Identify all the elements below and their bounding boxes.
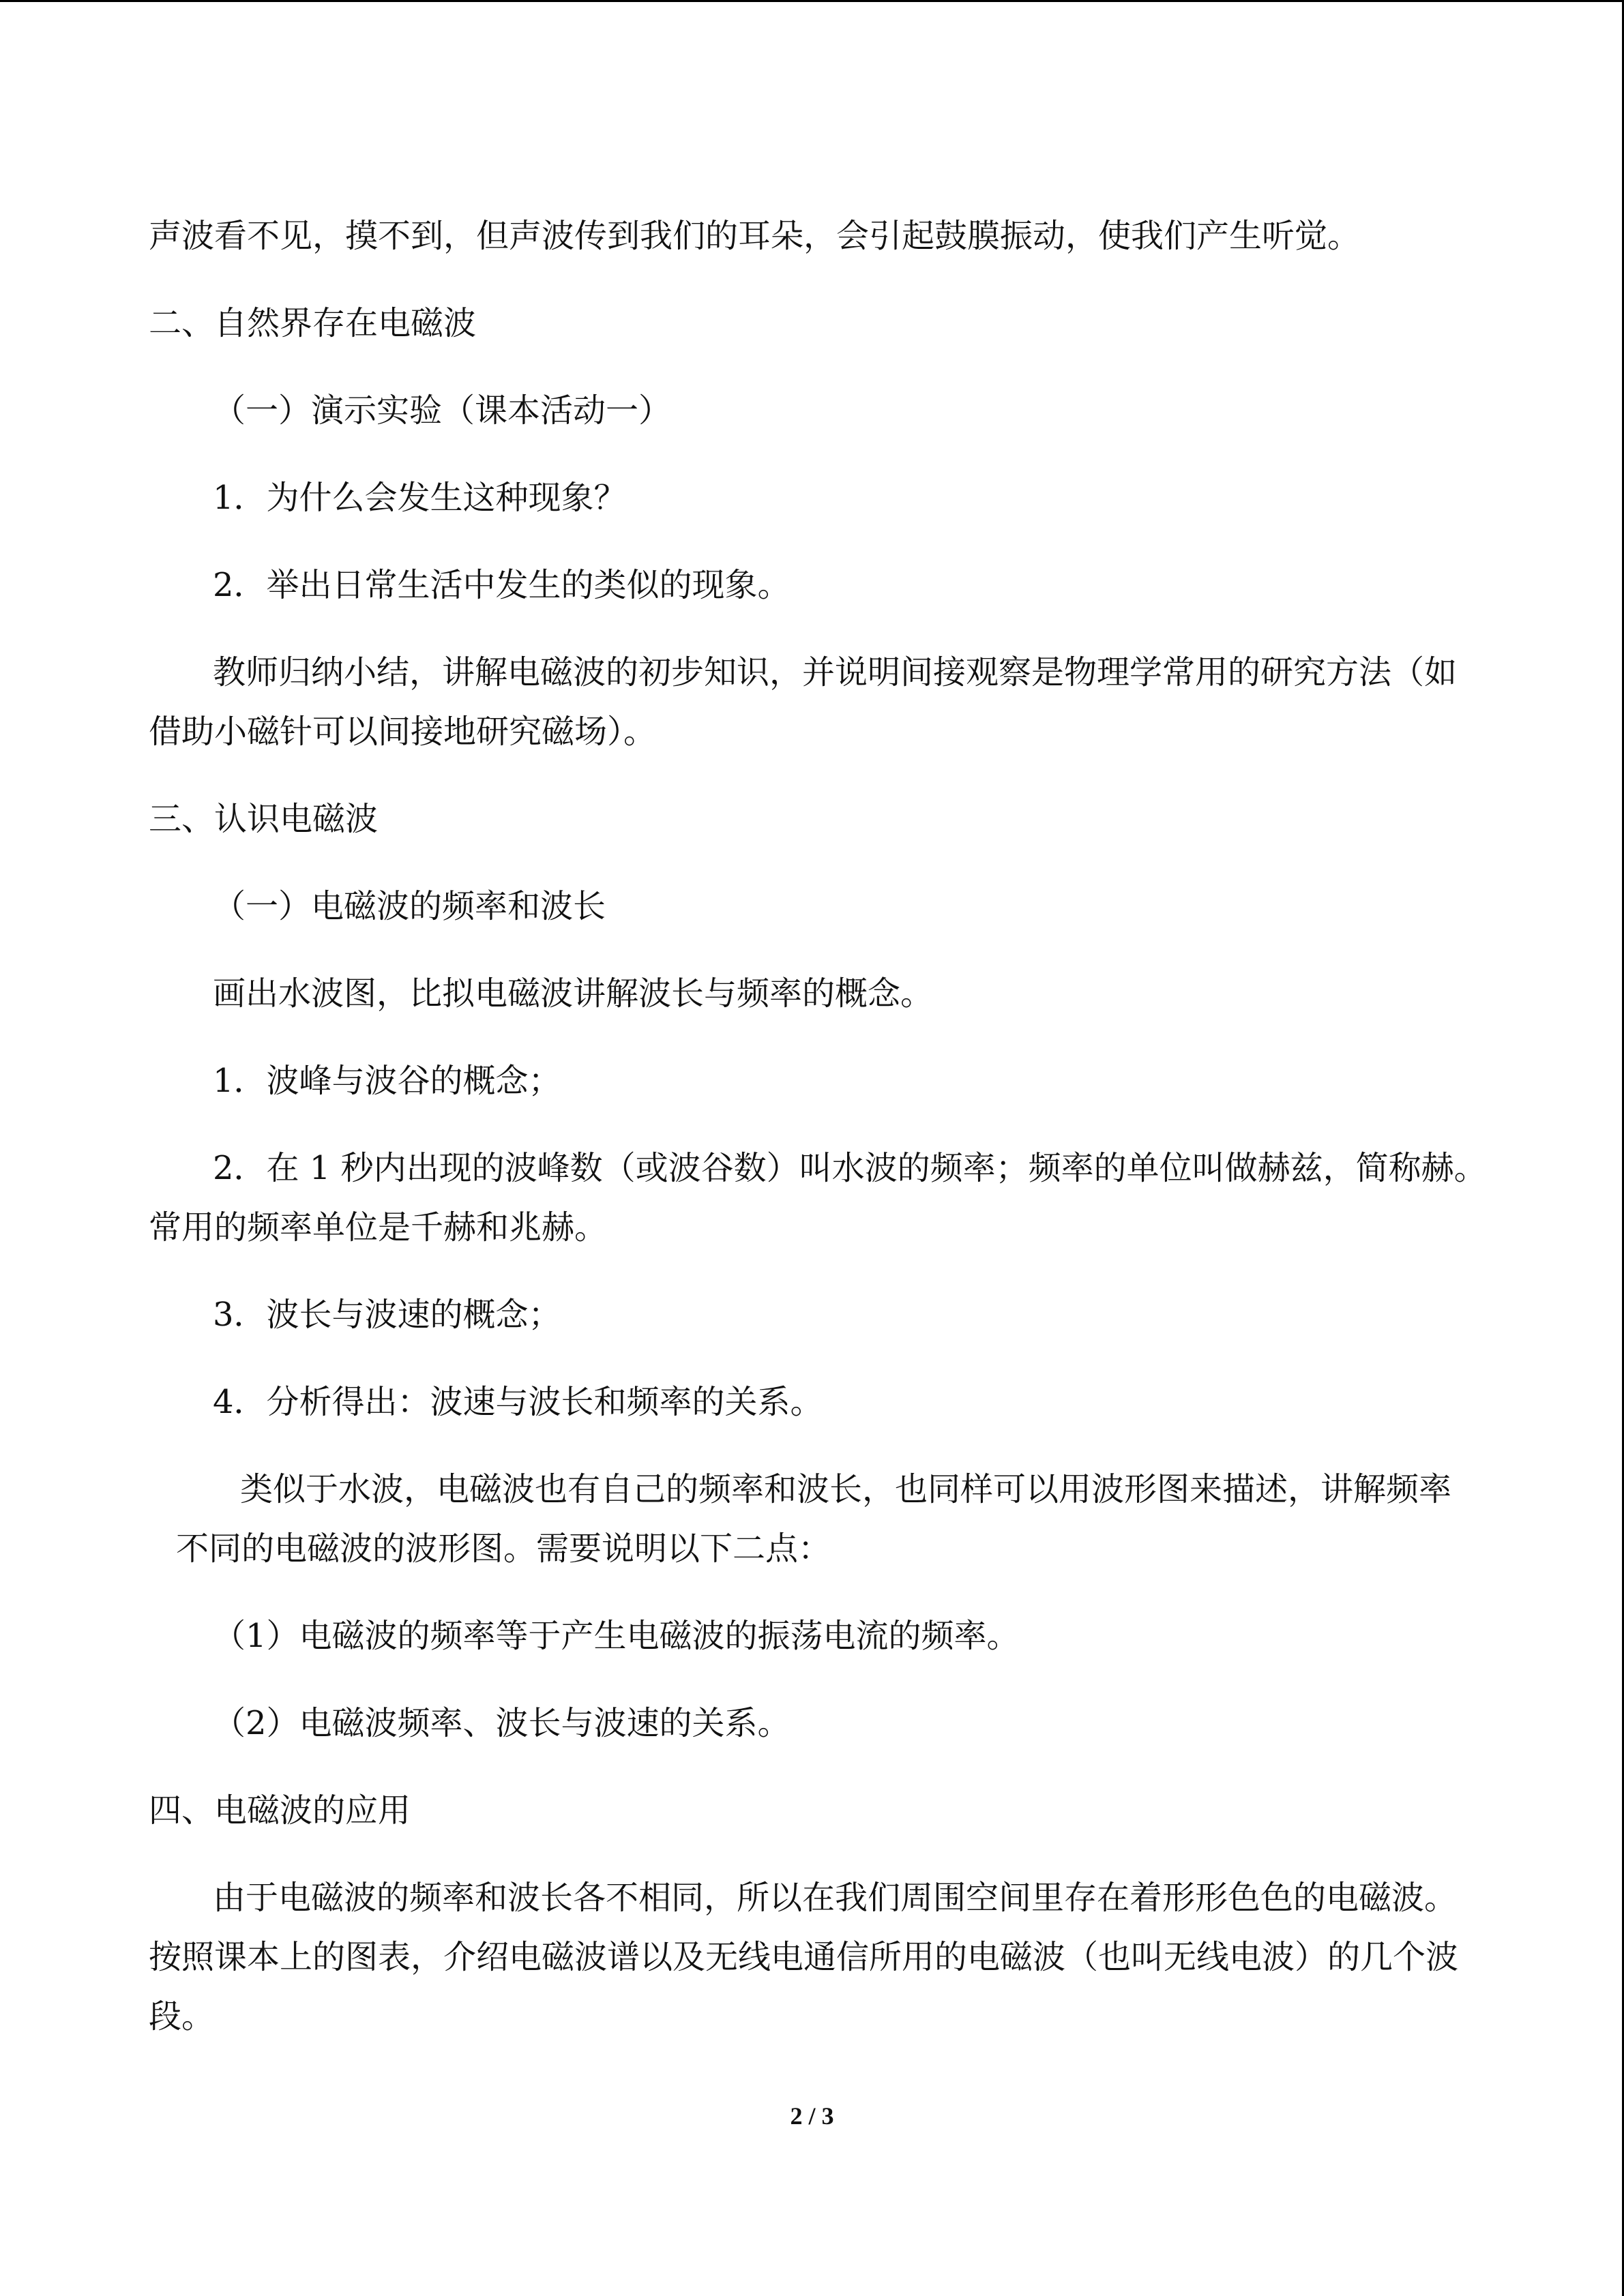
section-heading-2: 二、自然界存在电磁波 [149,304,477,342]
point-2: （2）电磁波频率、波长与波速的关系。 [213,1704,791,1742]
paragraph-summary-line2: 借助小磁针可以间接地研究磁场）。 [149,713,657,751]
paragraph-analogy-line2: 不同的电磁波的波形图。需要说明以下二点： [176,1530,831,1568]
paragraph-summary-line1: 教师归纳小结，讲解电磁波的初步知识，并说明间接观察是物理学常用的研究方法（如 [213,653,1458,691]
subsection-heading-frequency: （一）电磁波的频率和波长 [213,887,606,925]
paragraph-water-wave: 画出水波图，比拟电磁波讲解波长与频率的概念。 [213,974,934,1013]
section-heading-4: 四、电磁波的应用 [149,1791,411,1830]
paragraph-application-line2: 按照课本上的图表，介绍电磁波谱以及无线电通信所用的电磁波（也叫无线电波）的几个波 [149,1938,1459,1976]
point-1: （1）电磁波的频率等于产生电磁波的振荡电流的频率。 [213,1617,1020,1655]
list-item-1: 1．为什么会发生这种现象？ [213,479,627,517]
paragraph-analogy-line1: 类似于水波，电磁波也有自己的频率和波长，也同样可以用波形图来描述，讲解频率 [240,1470,1452,1508]
paragraph-sound-wave: 声波看不见，摸不到，但声波传到我们的耳朵，会引起鼓膜振动，使我们产生听觉。 [149,217,1361,255]
page-number: 2 / 3 [790,2102,834,2130]
list-item-frequency-line1: 2．在 1 秒内出现的波峰数（或波谷数）叫水波的频率；频率的单位叫做赫兹，简称赫。 [213,1149,1487,1187]
list-item-crest: 1．波峰与波谷的概念； [213,1062,561,1100]
list-item-relation: 4．分析得出：波速与波长和频率的关系。 [213,1383,823,1421]
subsection-heading-demo: （一）演示实验（课本活动一） [213,391,672,430]
paragraph-application-line3: 段。 [149,1997,215,2036]
list-item-wavelength: 3．波长与波速的概念； [213,1296,561,1334]
list-item-frequency-line2: 常用的频率单位是千赫和兆赫。 [149,1208,608,1247]
section-heading-3: 三、认识电磁波 [149,800,379,838]
paragraph-application-line1: 由于电磁波的频率和波长各不相同，所以在我们周围空间里存在着形形色色的电磁波。 [213,1879,1458,1917]
page-border-top [0,0,1624,2]
list-item-2: 2．举出日常生活中发生的类似的现象。 [213,566,791,604]
